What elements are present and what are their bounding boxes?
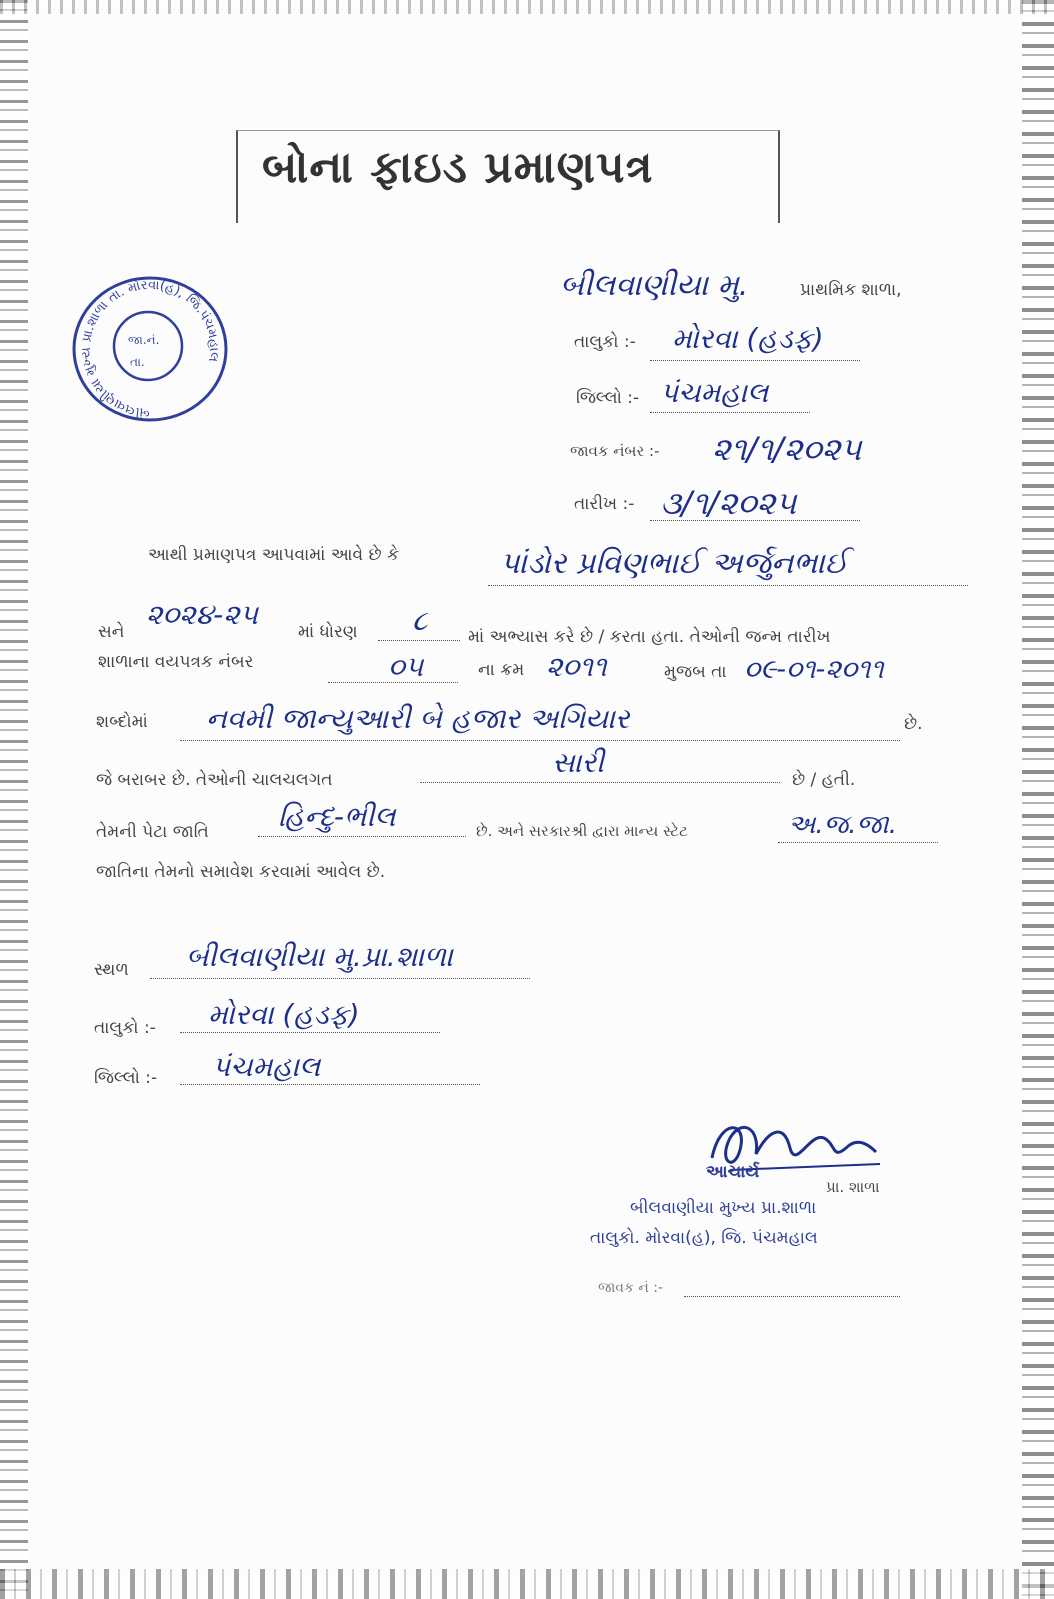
outward-no-label: જાવક નંબર :- <box>570 442 660 460</box>
certificate-title: બોના ફાઇડ પ્રમાણપત્ર <box>262 142 654 193</box>
footer-taluka-value: મોરવા (હડફ) <box>208 998 360 1031</box>
standard-value: ૮ <box>412 604 428 637</box>
scan-edge-right <box>1022 0 1054 1599</box>
scan-edge-left <box>0 0 28 1599</box>
taluka-label: તાલુકો :- <box>574 332 636 352</box>
school-name-print: પ્રાથમિક શાળા, <box>800 280 902 300</box>
academic-year: ૨૦૨૪-૨૫ <box>146 598 259 631</box>
body-line4-b: છે. <box>904 714 923 734</box>
place-value: બીલવાણીયા મુ.પ્રા.શાળા <box>186 940 453 973</box>
district-underline <box>650 412 810 413</box>
body-line5-a: જે બરાબર છે. તેઓની ચાલચલગત <box>96 770 333 790</box>
category-underline <box>778 842 938 843</box>
extra-underline <box>684 1296 900 1297</box>
body-line3-c: મુજબ તા <box>664 662 727 682</box>
student-name: પાંડોર પ્રવિણભાઈ અર્જુનભાઈ <box>500 546 848 581</box>
conduct-underline <box>420 782 780 783</box>
seal-center-line2: તા. <box>130 355 145 369</box>
seal-center-line1: જા.નં. <box>128 333 160 347</box>
date-label: તારીખ :- <box>574 494 635 514</box>
extra-label: જાવક નં :- <box>598 1280 664 1296</box>
school-seal <box>70 274 230 424</box>
footer-taluka-underline <box>180 1032 440 1033</box>
conduct-value: સારી <box>552 746 605 779</box>
footer-district-value: પંચમહાલ <box>212 1050 321 1083</box>
seal-ring-text: બીલવાણીયા મુખ્ય પ્રા.શાળા તા. મોરવા(હ), જિ.પંચમહાલ <box>78 277 222 421</box>
sub-caste-underline <box>258 836 466 837</box>
sub-caste-value: હિન્દુ-ભીલ <box>278 800 396 833</box>
body-line6-a: તેમની પેટા જાતિ <box>96 822 209 842</box>
body-line4-a: શબ્દોમાં <box>96 712 148 732</box>
svg-text:બીલવાણીયા મુખ્ય પ્રા.શાળા તા. <box>79 278 221 422</box>
district-label: જિલ્લો :- <box>576 388 640 408</box>
date-underline <box>650 520 860 521</box>
stamp-line2: તાલુકો. મોરવા(હ), જિ. પંચમહાલ <box>590 1228 818 1248</box>
register-number: ૦૫ <box>388 650 424 683</box>
body-line2-c: માં અભ્યાસ કરે છે / કરતા હતા. તેઓની જન્મ તારીખ <box>468 627 831 647</box>
body-line3-a: શાળાના વયપત્રક નંબર <box>98 652 254 672</box>
student-name-underline <box>488 585 968 586</box>
date-of-birth: ૦૯-૦૧-૨૦૧૧ <box>744 654 884 685</box>
outward-no-value: ૨૧/૧/૨૦૨૫ <box>712 430 862 468</box>
school-suffix: પ્રા. શાળા <box>826 1178 880 1196</box>
dob-in-words: નવમી જાન્યુઆરી બે હજાર અગિયાર <box>206 702 630 735</box>
body-line2-a: સને <box>98 622 125 642</box>
taluka-value: મોરવા (હડફ) <box>672 322 824 355</box>
category-value: અ.જ.જા. <box>788 810 897 840</box>
serial-number: ૨૦૧૧ <box>546 650 607 683</box>
stamp-line1: બીલવાણીયા મુખ્ય પ્રા.શાળા <box>630 1198 817 1218</box>
body-line3-b: ના ક્રમ <box>478 660 525 680</box>
body-line2-b: માં ધોરણ <box>298 622 358 642</box>
body-line7: જાતિના તેમનો સમાવેશ કરવામાં આવેલ છે. <box>96 862 386 882</box>
taluka-underline <box>650 360 860 361</box>
place-underline <box>150 978 530 979</box>
footer-district-underline <box>180 1084 480 1085</box>
scan-edge-top <box>0 0 1054 14</box>
district-value: પંચમહાલ <box>660 376 769 409</box>
body-intro: આથી પ્રમાણપત્ર આપવામાં આવે છે કે <box>148 545 399 565</box>
dob-words-underline <box>180 740 900 741</box>
body-line6-b: છે. અને સરકારશ્રી દ્વારા માન્ય સ્ટેટ <box>476 822 688 840</box>
footer-district-label: જિલ્લો :- <box>94 1068 158 1088</box>
principal-role: આચાર્ય <box>706 1162 760 1182</box>
scan-edge-bottom <box>0 1569 1054 1599</box>
date-value: ૩/૧/૨૦૨૫ <box>660 484 797 522</box>
footer-taluka-label: તાલુકો :- <box>94 1018 156 1038</box>
place-label: સ્થળ <box>94 960 129 980</box>
school-name-handwritten: બીલવાણીયા મુ. <box>560 268 749 303</box>
register-underline <box>328 682 458 683</box>
standard-underline <box>378 640 460 641</box>
body-line5-b: છે / હતી. <box>792 770 856 790</box>
